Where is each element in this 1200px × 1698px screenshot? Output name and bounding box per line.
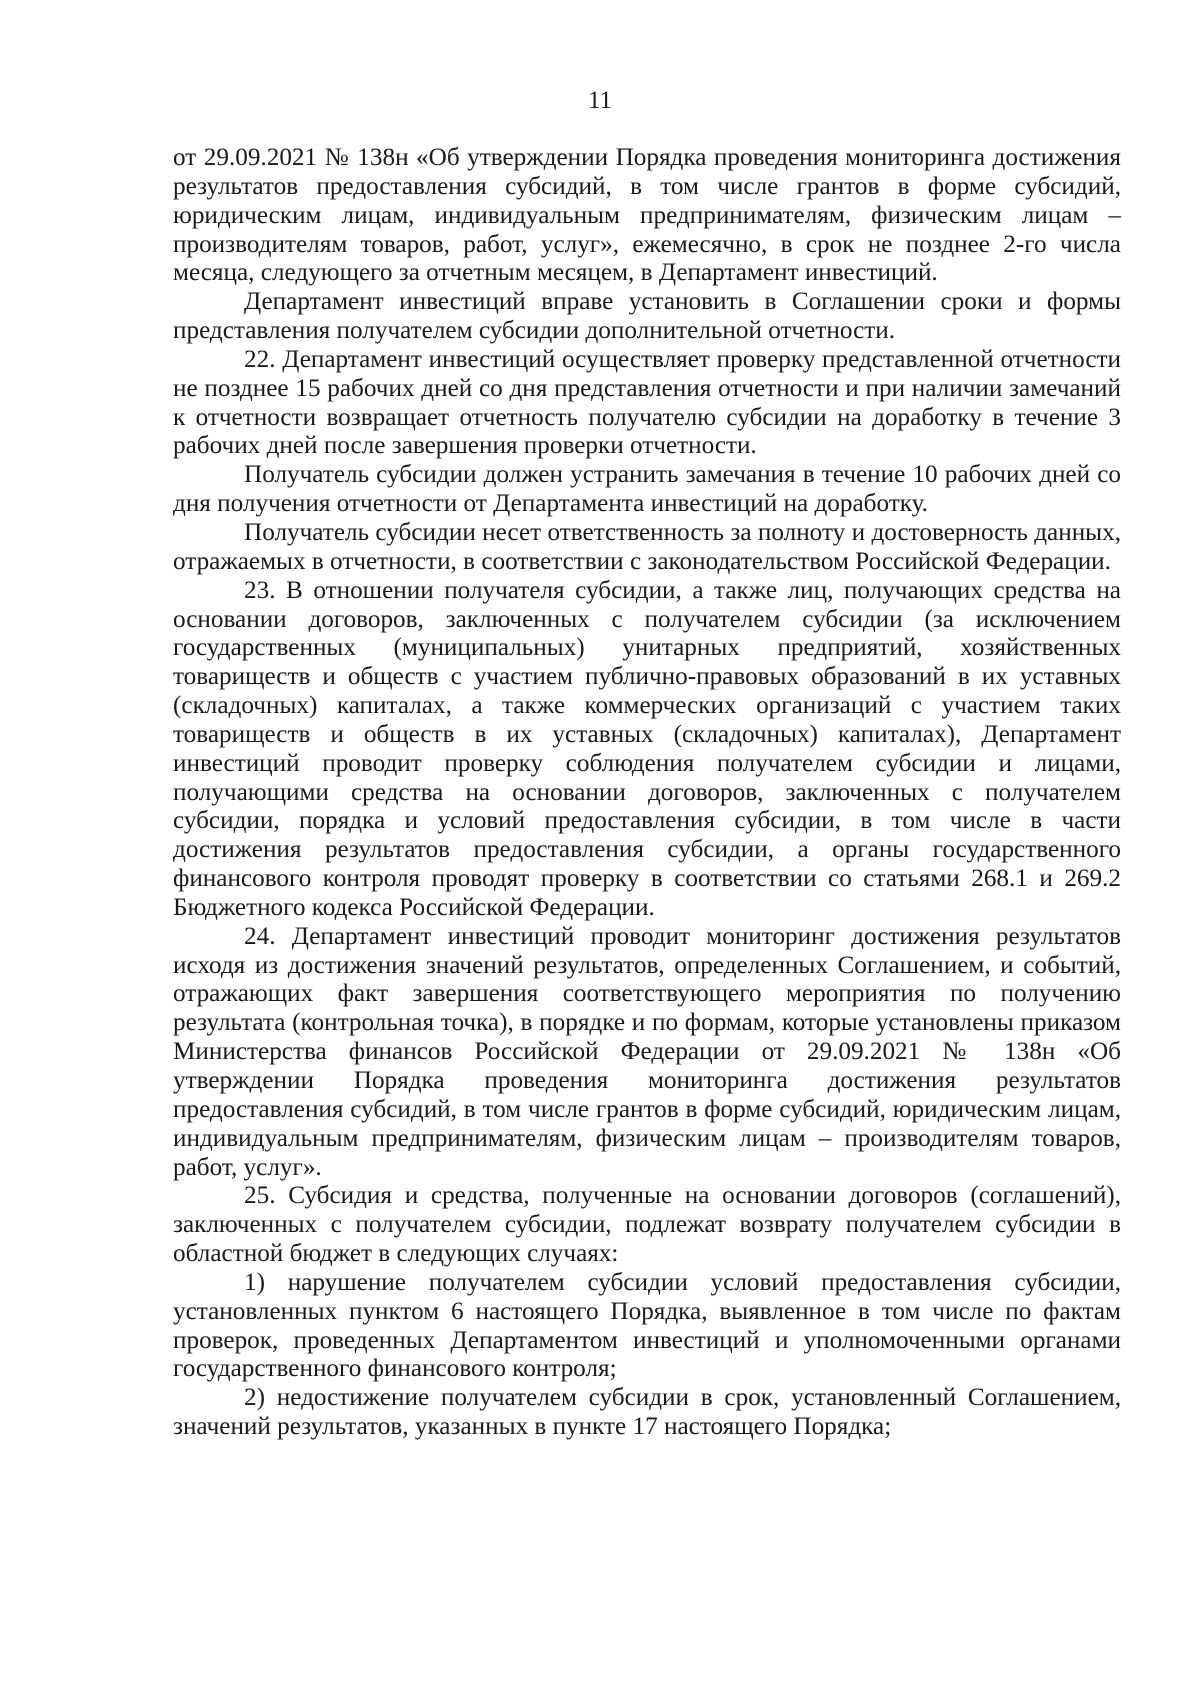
- paragraph-item-24: 24. Департамент инвестиций проводит мониторинг достижения результатов исходя из достижения значений результатов, определенных Соглашением, и событий, отражающих факт завершения соответствующего мероприятия по получению результата (контрольная точка), в порядке и по формам, которые установлены приказом Министерства финансов Российской Федерации от 29.09.2021 № 138н «Об утверждении Порядка проведения мониторинга достижения результатов предоставления субсидий, в том числе грантов в форме субсидий, юридическим лицам, индивидуальным предпринимателям, физическим лицам – производителям товаров, работ, услуг».: [173, 922, 1121, 1181]
- paragraph-item-25: 25. Субсидия и средства, полученные на основании договоров (соглашений), заключенных с получателем субсидии, подлежат возврату получателем субсидии в областной бюджет в следующих случаях:: [173, 1182, 1121, 1268]
- document-body: [173, 144, 1121, 1442]
- paragraph-item-22: 22. Департамент инвестиций осуществляет проверку представленной отчетности не позднее 15 рабочих дней со дня представления отчетности и при наличии замечаний к отчетности возвращает отчетность получателю субсидии на доработку в течение 3 рабочих дней после завершения проверки отчетности.: [173, 345, 1121, 460]
- paragraph-continuation-monitoring-order: от 29.09.2021 № 138н «Об утверждении Порядка проведения мониторинга достижения результатов предоставления субсидий, в том числе грантов в форме субсидий, юридическим лицам, индивидуальным предпринимателям, физическим лицам – производителям товаров, работ, услуг», ежемесячно, в срок не позднее 2-го числа месяца, следующего за отчетным месяцем, в Департамент инвестиций.: [173, 144, 1121, 287]
- paragraph-item-23: 23. В отношении получателя субсидии, а также лиц, получающих средства на основании договоров, заключенных с получателем субсидии (за исключением государственных (муниципальных) унитарных предприятий, хозяйственных товариществ и обществ с участием публично-правовых образований в их уставных (складочных) капиталах, а также коммерческих организаций с участием таких товариществ и обществ в их уставных (складочных) капиталах), Департамент инвестиций проводит проверку соблюдения получателем субсидии и лицами, получающими средства на основании договоров, заключенных с получателем субсидии, порядка и условий предоставления субсидии, в том числе в части достижения результатов предоставления субсидии, а органы государственного финансового контроля проводят проверку в соответствии со статьями 268.1 и 269.2 Бюджетного кодекса Российской Федерации.: [173, 576, 1121, 921]
- paragraph-eliminate-remarks: Получатель субсидии должен устранить замечания в течение 10 рабочих дней со дня получения отчетности от Департамента инвестиций на доработку.: [173, 461, 1121, 518]
- paragraph-additional-reporting: Департамент инвестиций вправе установить в Соглашении сроки и формы представления получателем субсидии дополнительной отчетности.: [173, 288, 1121, 345]
- page-number: 11: [587, 87, 613, 114]
- paragraph-item-25-case-1: 1) нарушение получателем субсидии условий предоставления субсидии, установленных пунктом 6 настоящего Порядка, выявленное в том числе по фактам проверок, проведенных Департаментом инвестиций и уполномоченными органами государственного финансового контроля;: [173, 1268, 1121, 1383]
- paragraph-item-25-case-2: 2) недостижение получателем субсидии в срок, установленный Соглашением, значений результатов, указанных в пункте 17 настоящего Порядка;: [173, 1384, 1121, 1441]
- paragraph-responsibility: Получатель субсидии несет ответственность за полноту и достоверность данных, отражаемых в отчетности, в соответствии с законодательством Российской Федерации.: [173, 518, 1121, 575]
